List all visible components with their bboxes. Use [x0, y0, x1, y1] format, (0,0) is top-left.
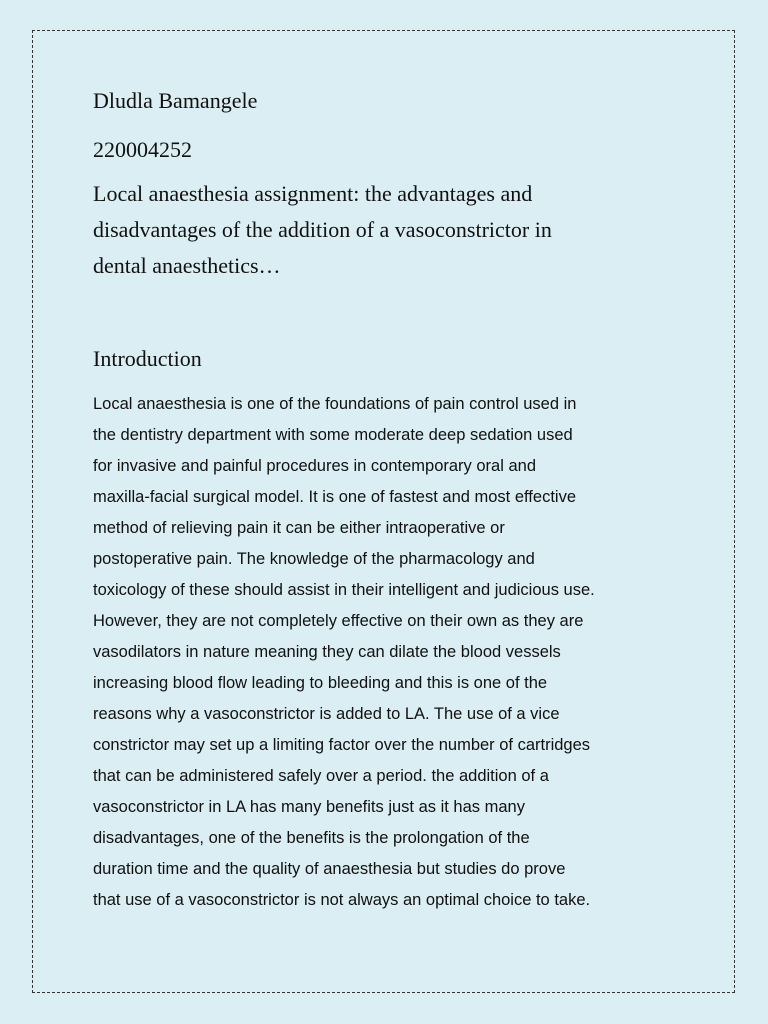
paragraph-line: disadvantages, one of the benefits is the prolongation of the	[93, 829, 530, 847]
paragraph-line: for invasive and painful procedures in contemporary oral and	[93, 457, 537, 475]
section-heading-introduction: Introduction	[93, 346, 202, 371]
paragraph-line: increasing blood flow leading to bleeding and this is one of the	[93, 674, 548, 692]
paragraph-line: reasons why a vasoconstrictor is added to LA. The use of a vice	[93, 705, 560, 723]
introduction-paragraph	[93, 389, 683, 916]
paragraph-line: vasodilators in nature meaning they can dilate the blood vessels	[93, 643, 561, 661]
paragraph-line: However, they are not completely effective on their own as they are	[93, 612, 584, 630]
author-name: Dludla Bamangele	[93, 88, 258, 113]
paragraph-line: the dentistry department with some moderate deep sedation used	[93, 426, 573, 444]
paragraph-line: duration time and the quality of anaesthesia but studies do prove	[93, 860, 566, 878]
title-line: dental anaesthetics…	[93, 253, 281, 278]
paragraph-line: maxilla-facial surgical model. It is one of fastest and most effective	[93, 488, 576, 506]
paragraph-line: postoperative pain. The knowledge of the pharmacology and	[93, 550, 535, 568]
paragraph-line: method of relieving pain it can be either intraoperative or	[93, 519, 505, 537]
paragraph-line: vasoconstrictor in LA has many benefits just as it has many	[93, 798, 525, 816]
paragraph-line: that can be administered safely over a period. the addition of a	[93, 767, 549, 785]
title-line: Local anaesthesia assignment: the advantages and	[93, 181, 533, 206]
paragraph-line: toxicology of these should assist in their intelligent and judicious use.	[93, 581, 595, 599]
document-title	[93, 176, 653, 284]
paragraph-line: constrictor may set up a limiting factor over the number of cartridges	[93, 736, 591, 754]
student-id: 220004252	[93, 137, 192, 162]
paragraph-line: that use of a vasoconstrictor is not always an optimal choice to take.	[93, 891, 591, 909]
paragraph-line: Local anaesthesia is one of the foundations of pain control used in	[93, 395, 577, 413]
title-line: disadvantages of the addition of a vasoconstrictor in	[93, 217, 552, 242]
